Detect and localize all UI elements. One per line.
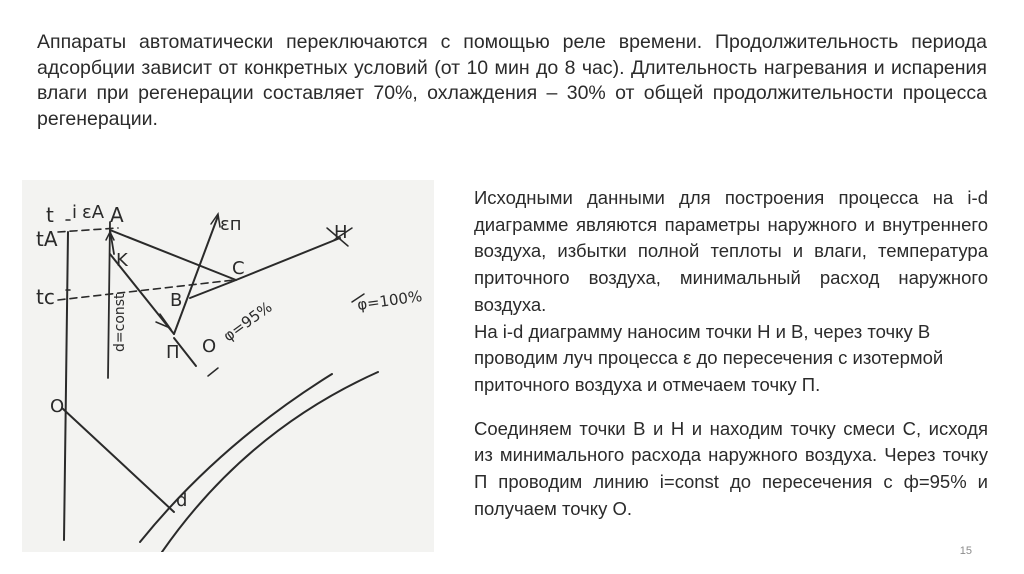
label-phi-100: φ=100%	[356, 287, 424, 314]
t-axis-line	[64, 232, 68, 540]
phi-100-curve	[162, 372, 378, 552]
label-epsilon-A: εA	[82, 202, 105, 223]
label-H: H	[334, 222, 348, 243]
paragraph-initial-data: Исходными данными для построения процесса на i-d диаграмме являются параметры наружного и внутреннего воздуха, избытки полной теплоты и влаги, температура приточного воздуха, минимальный расход наружного воздуха.	[474, 187, 988, 315]
label-tc: tc	[36, 285, 55, 309]
line-A-C	[110, 230, 236, 280]
label-O-axis: O	[50, 396, 65, 417]
eps-p-ray	[174, 216, 218, 334]
label-phi-95: φ=95%	[219, 297, 276, 346]
tc-dashed-line	[58, 280, 234, 300]
label-d: d	[176, 490, 188, 511]
d-const-line	[108, 222, 110, 378]
id-diagram-figure	[22, 180, 434, 552]
label-i: i	[72, 202, 78, 223]
label-epsilon-p: εп	[220, 214, 242, 235]
label-O: O	[202, 336, 217, 357]
label-t: t	[46, 203, 54, 227]
label-B: B	[170, 290, 183, 311]
label-P: П	[166, 342, 180, 363]
id-diagram-sketch	[22, 180, 434, 552]
intro-paragraph: Аппараты автоматически переключаются с помощью реле времени. Продолжительность периода адсорбции зависит от конкретных условий (от 10 мин до 8 час). Длительность нагревания и испарения влаги при регенерации составляет 70%, охлаждения – 30% от общей продолжительности процесса регенерации.	[37, 31, 987, 130]
line-O-d	[62, 408, 174, 512]
phi-95-curve	[140, 374, 332, 542]
explanation-text	[474, 185, 988, 522]
paragraph-points-H-B: На i-d диаграмму наносим точки Н и В, через точку В проводим луч процесса ε до пересечения с изотермой приточного воздуха и отмечаем точку П.	[474, 320, 944, 395]
page-number: 15	[959, 545, 972, 557]
line-C-H	[236, 238, 340, 280]
label-A: A	[110, 203, 124, 227]
label-d-const: d=const	[112, 293, 128, 352]
label-C: C	[232, 258, 245, 279]
paragraph-mixing-point: Соединяем точки В и Н и находим точку смеси С, исходя из минимального расхода наружного воздуха. Через точку П проводим линию i=const до пересечения с ф=95% и получаем точку О.	[474, 417, 988, 519]
label-K: K	[116, 250, 128, 271]
label-tA: tA	[36, 227, 58, 251]
